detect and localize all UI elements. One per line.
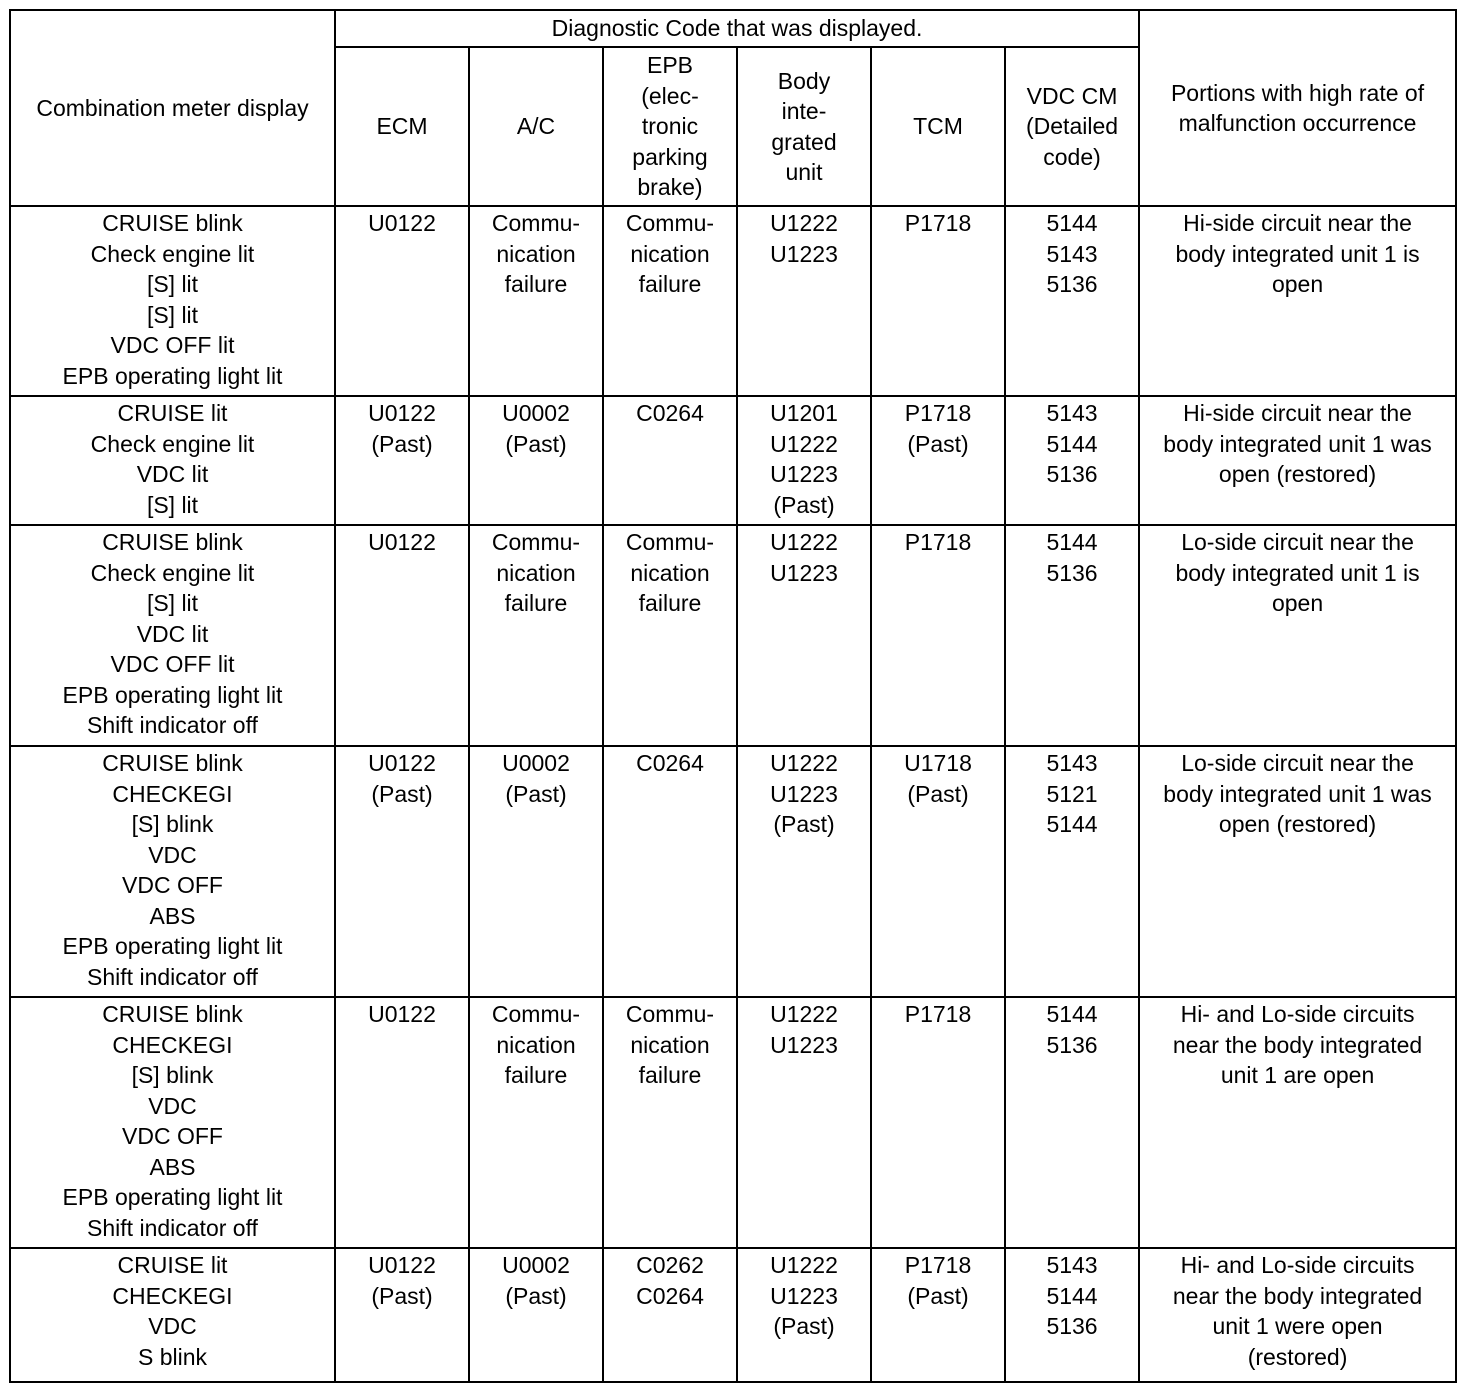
- cell-ecm: U0122: [335, 206, 469, 396]
- cell-ac: Commu- nication failure: [469, 206, 603, 396]
- cell-ac: U0002 (Past): [469, 746, 603, 997]
- header-ac: A/C: [469, 47, 603, 206]
- header-vdc-cm: VDC CM (Detailed code): [1005, 47, 1139, 206]
- cell-vdc-cm: 5143 5121 5144: [1005, 746, 1139, 997]
- cell-meter-display: CRUISE blink Check engine lit [S] lit [S] lit VDC OFF lit EPB operating light lit: [10, 206, 335, 396]
- header-body-integrated-unit: Body inte- grated unit: [737, 47, 871, 206]
- cell-portion: Hi-side circuit near the body integrated unit 1 was open (restored): [1139, 396, 1456, 525]
- cell-epb: Commu- nication failure: [603, 997, 737, 1248]
- header-tcm: TCM: [871, 47, 1005, 206]
- header-ecm: ECM: [335, 47, 469, 206]
- cell-ac: Commu- nication failure: [469, 525, 603, 746]
- cell-vdc-cm: 5144 5136: [1005, 525, 1139, 746]
- cell-tcm: P1718 (Past): [871, 396, 1005, 525]
- cell-meter-display: CRUISE lit Check engine lit VDC lit [S] lit: [10, 396, 335, 525]
- table-row: [10, 1248, 1456, 1382]
- cell-body-integrated-unit: U1201 U1222 U1223 (Past): [737, 396, 871, 525]
- cell-epb: Commu- nication failure: [603, 525, 737, 746]
- cell-ac: U0002 (Past): [469, 396, 603, 525]
- cell-tcm: P1718: [871, 206, 1005, 396]
- cell-vdc-cm: 5144 5143 5136: [1005, 206, 1139, 396]
- cell-ecm: U0122 (Past): [335, 396, 469, 525]
- cell-tcm: P1718: [871, 997, 1005, 1248]
- cell-epb: C0264: [603, 746, 737, 997]
- cell-ecm: U0122: [335, 525, 469, 746]
- cell-body-integrated-unit: U1222 U1223: [737, 206, 871, 396]
- header-combination-meter: Combination meter display: [10, 10, 335, 206]
- cell-body-integrated-unit: U1222 U1223: [737, 997, 871, 1248]
- cell-meter-display: CRUISE blink CHECKEGI [S] blink VDC VDC OFF ABS EPB operating light lit Shift indicator off: [10, 997, 335, 1248]
- header-diagnostic-group: Diagnostic Code that was displayed.: [335, 10, 1139, 47]
- cell-portion: Lo-side circuit near the body integrated unit 1 was open (restored): [1139, 746, 1456, 997]
- cell-tcm: P1718: [871, 525, 1005, 746]
- cell-portion: Hi-side circuit near the body integrated unit 1 is open: [1139, 206, 1456, 396]
- cell-vdc-cm: 5143 5144 5136: [1005, 396, 1139, 525]
- cell-body-integrated-unit: U1222 U1223 (Past): [737, 746, 871, 997]
- cell-vdc-cm: 5143 5144 5136: [1005, 1248, 1139, 1382]
- cell-epb: C0264: [603, 396, 737, 525]
- cell-portion: Lo-side circuit near the body integrated unit 1 is open: [1139, 525, 1456, 746]
- diagnostic-code-table: [9, 9, 1457, 1383]
- cell-tcm: U1718 (Past): [871, 746, 1005, 997]
- cell-body-integrated-unit: U1222 U1223 (Past): [737, 1248, 871, 1382]
- table-row: [10, 525, 1456, 746]
- cell-body-integrated-unit: U1222 U1223: [737, 525, 871, 746]
- table-row: [10, 396, 1456, 525]
- cell-ecm: U0122 (Past): [335, 746, 469, 997]
- cell-ac: U0002 (Past): [469, 1248, 603, 1382]
- cell-portion: Hi- and Lo-side circuits near the body integrated unit 1 were open (restored): [1139, 1248, 1456, 1382]
- cell-ecm: U0122 (Past): [335, 1248, 469, 1382]
- cell-meter-display: CRUISE blink CHECKEGI [S] blink VDC VDC OFF ABS EPB operating light lit Shift indicator off: [10, 746, 335, 997]
- header-portions: Portions with high rate of malfunction occurrence: [1139, 10, 1456, 206]
- cell-meter-display: CRUISE blink Check engine lit [S] lit VDC lit VDC OFF lit EPB operating light lit Shift indicator off: [10, 525, 335, 746]
- cell-epb: C0262 C0264: [603, 1248, 737, 1382]
- cell-ac: Commu- nication failure: [469, 997, 603, 1248]
- header-epb: EPB (elec- tronic parking brake): [603, 47, 737, 206]
- cell-epb: Commu- nication failure: [603, 206, 737, 396]
- cell-ecm: U0122: [335, 997, 469, 1248]
- table-row: [10, 746, 1456, 997]
- table-row: [10, 206, 1456, 396]
- cell-vdc-cm: 5144 5136: [1005, 997, 1139, 1248]
- table-row: [10, 997, 1456, 1248]
- cell-tcm: P1718 (Past): [871, 1248, 1005, 1382]
- cell-meter-display: CRUISE lit CHECKEGI VDC S blink: [10, 1248, 335, 1382]
- cell-portion: Hi- and Lo-side circuits near the body integrated unit 1 are open: [1139, 997, 1456, 1248]
